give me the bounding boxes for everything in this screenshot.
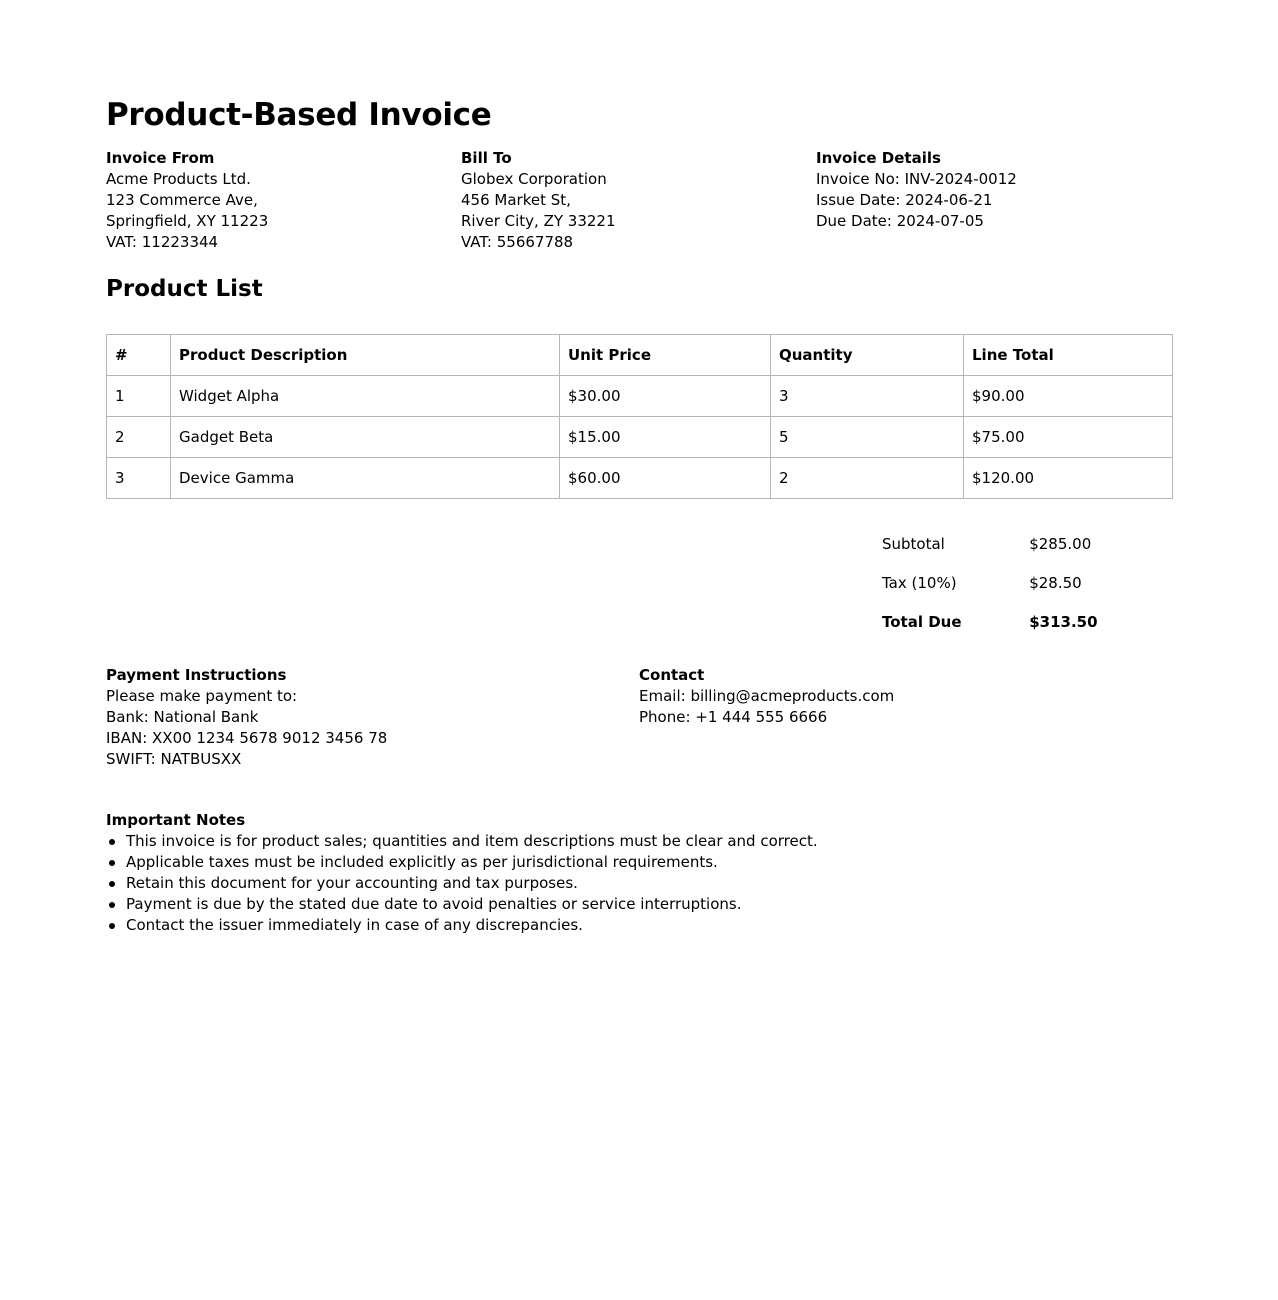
column-header-quantity: Quantity [771,335,964,376]
bullet-icon [109,923,115,929]
cell-unit-price: $60.00 [560,458,771,499]
table-row [107,376,1173,417]
bill-to-street: 456 Market St, [461,191,571,209]
column-header-number: # [107,335,171,376]
tax-row [882,564,1112,603]
contact-phone: Phone: +1 444 555 6666 [639,708,828,726]
payment-intro: Please make payment to: [106,687,298,705]
bullet-icon [109,839,115,845]
contact-block [639,665,1172,770]
cell-line-total: $90.00 [964,376,1173,417]
total-due-value: $313.50 [1029,613,1098,631]
payment-instructions-block [106,665,639,770]
due-date: Due Date: 2024-07-05 [816,212,984,230]
payment-iban: IBAN: XX00 1234 5678 9012 3456 78 [106,729,388,747]
invoice-number: Invoice No: INV-2024-0012 [816,170,1017,188]
payment-bank: Bank: National Bank [106,708,259,726]
bullet-icon [109,881,115,887]
payment-instructions-heading: Payment Instructions [106,666,287,684]
note-text: Payment is due by the stated due date to avoid penalties or service interruptions. [126,895,742,913]
list-item [106,894,1172,915]
list-item [106,831,1172,852]
cell-description: Gadget Beta [171,417,560,458]
cell-quantity: 2 [771,458,964,499]
bill-to-vat: VAT: 55667788 [461,233,574,251]
page-title: Product-Based Invoice [106,97,492,133]
note-text: Contact the issuer immediately in case of any discrepancies. [126,916,583,934]
tax-label: Tax (10%) [882,574,957,592]
cell-description: Widget Alpha [171,376,560,417]
parties-section [106,148,1172,253]
info-section [106,665,1172,770]
invoice-page [106,0,1172,936]
invoice-from-heading: Invoice From [106,149,215,167]
cell-number: 2 [107,417,171,458]
subtotal-label: Subtotal [882,535,945,553]
cell-quantity: 3 [771,376,964,417]
invoice-details-block [816,148,1171,253]
table-header-row [107,335,1173,376]
tax-value: $28.50 [1029,574,1082,592]
bill-to-block [461,148,816,253]
list-item [106,873,1172,894]
bill-to-heading: Bill To [461,149,512,167]
contact-email: Email: billing@acmeproducts.com [639,687,895,705]
list-item [106,852,1172,873]
invoice-from-vat: VAT: 11223344 [106,233,219,251]
bill-to-name: Globex Corporation [461,170,607,188]
totals-summary [882,525,1112,642]
bill-to-city: River City, ZY 33221 [461,212,616,230]
list-item [106,915,1172,936]
column-header-description: Product Description [171,335,560,376]
cell-unit-price: $15.00 [560,417,771,458]
product-list-heading: Product List [106,276,263,302]
table-row [107,417,1173,458]
bullet-icon [109,902,115,908]
subtotal-row [882,525,1112,564]
invoice-from-block [106,148,461,253]
cell-quantity: 5 [771,417,964,458]
notes-list [106,831,1172,936]
invoice-from-city: Springfield, XY 11223 [106,212,269,230]
cell-line-total: $120.00 [964,458,1173,499]
column-header-unit-price: Unit Price [560,335,771,376]
bullet-icon [109,860,115,866]
payment-swift: SWIFT: NATBUSXX [106,750,242,768]
important-notes-block [106,810,1172,936]
contact-heading: Contact [639,666,705,684]
total-due-row [882,603,1112,642]
note-text: Applicable taxes must be included explicitly as per jurisdictional requirements. [126,853,718,871]
column-header-line-total: Line Total [964,335,1173,376]
invoice-details-heading: Invoice Details [816,149,941,167]
cell-unit-price: $30.00 [560,376,771,417]
invoice-from-street: 123 Commerce Ave, [106,191,258,209]
total-due-label: Total Due [882,613,962,631]
table-row [107,458,1173,499]
note-text: This invoice is for product sales; quantities and item descriptions must be clear and correct. [126,832,818,850]
cell-number: 3 [107,458,171,499]
issue-date: Issue Date: 2024-06-21 [816,191,993,209]
cell-line-total: $75.00 [964,417,1173,458]
important-notes-heading: Important Notes [106,811,246,829]
invoice-from-name: Acme Products Ltd. [106,170,251,188]
cell-number: 1 [107,376,171,417]
product-table [106,334,1173,499]
note-text: Retain this document for your accounting and tax purposes. [126,874,578,892]
cell-description: Device Gamma [171,458,560,499]
subtotal-value: $285.00 [1029,535,1092,553]
